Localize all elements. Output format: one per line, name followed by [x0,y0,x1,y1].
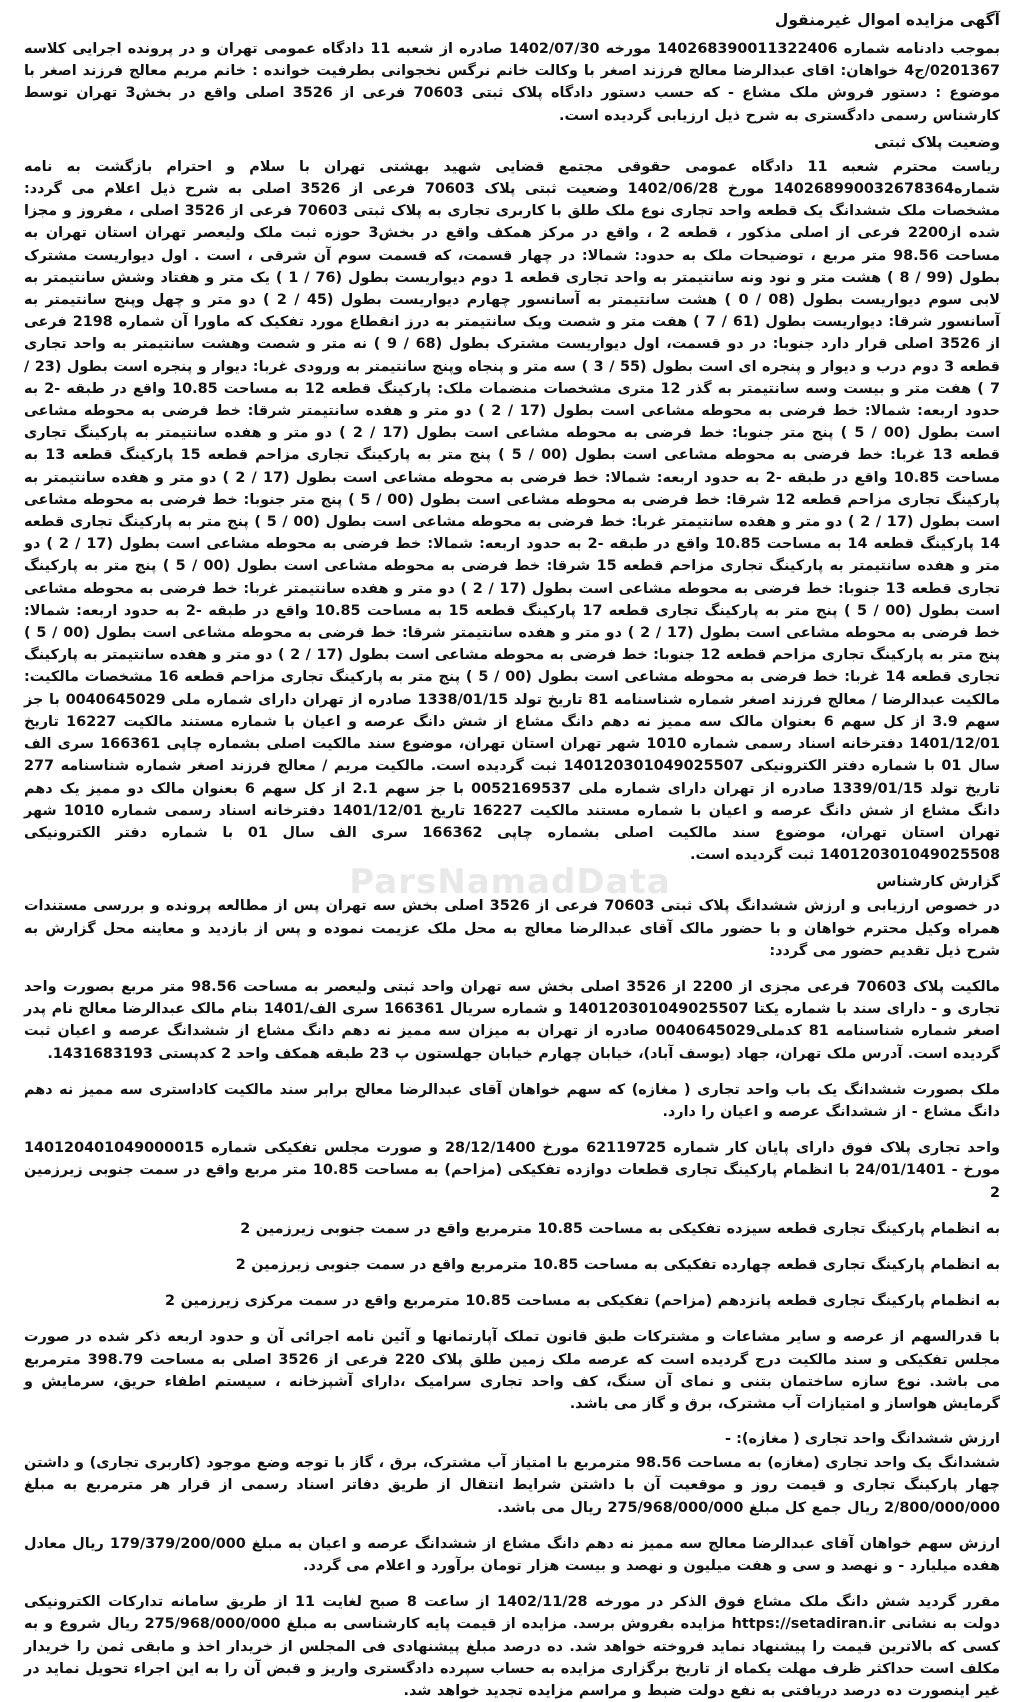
value-heading: ارزش ششدانگ واحد تجاری ( مغازه): - [725,1431,1000,1448]
ad-title: آگهی مزایده اموال غیرمنقول [774,11,1000,29]
expert-paragraph-7: به انظمام پارکینگ تجاری قطعه پانزدهم (مزاحم) تفکیکی به مساحت 10.85 مترمربع واقع در سمت مرکزی زیرزمین 2 [165,1293,1000,1310]
expert-paragraph-3: ملک بصورت ششدانگ یک باب واحد تجاری ( مغازه) که سهم خواهان آقای عبدالرضا معالج برابر سند مالکیت کاداستری سه ممیز نه دهم دانگ مشاع - از ششدانگ عرصه و اعیان را دارد. [24,1081,1000,1120]
expert-paragraph-1: در خصوص ارزیابی و ارزش ششدانگ پلاک ثبتی 70603 فرعی از 3526 اصلی بخش سه تهران پس از مطالعه پرونده و بررسی مستندات همراه وکیل محترم خواهان و با حضور مالک آقای عبدالرضا معالج به محل ملک عزیمت نموده و پس از بازدید و معاینه محل گزارش به شرح ذیل تقدیم حضور می گردد: [24,898,1000,959]
value-paragraph-1: ششدانگ یک واحد تجاری (مغازه) به مساحت 98.56 مترمربع با امتیاز آب مشترک، برق ، گاز با توجه وضع موجود (کاربری تجاری) و داشتن چهار پارکینگ تجاری و قیمت روز و موقعیت آن با داشتن شرایط انتقال از طریق دفاتر اسناد رسمی از قرار هر مترمربع به مبلغ 2/800/000/000 ریال جمع کل مبلغ 275/968/000/000 ریال می باشد. [24,1455,1000,1516]
registry-heading: وضعیت پلاک ثبتی [874,134,1000,151]
expert-paragraph-4: واحد تجاری پلاک فوق دارای پایان کار شماره 62119725 مورخ 28/12/1400 و صورت مجلس تفکیکی شماره 140120401049000015 مورخ - 24/01/1401 با انظمام پارکینگ تجاری قطعات دوازده تفکیکی (مزاحم) به مساحت 10.85 متر مربع واقع در سمت جنوبی زیرزمین 2 [24,1140,1000,1201]
watermark-logo: ParsNamadData [349,862,671,902]
registry-paragraph: ریاست محترم شعبه 11 دادگاه عمومی حقوقی مجتمع قضایی شهید بهشتی تهران با سلام و احترام بازگشت به نامه شماره140268990032678364 مورخ 1402/06/28 وضعیت ثبتی پلاک 70603 فرعی از 3526 اصلی به شرح ذیل اعلام می گردد: مشخصات ملک ششدانگ یک قطعه واحد تجاری نوع ملک طلق با کاربری تجاری به پلاک ثبتی 70603 فرعی از 3526 اصلی ، مفروز و مجزا شده از2200 فرعی از اصلی مذکور ، قطعه 2 ، واقع در مرکز همکف واقع در بخش3 حوزه ثبت ملک ولیعصر تهران استان تهران به مساحت 98.56 متر مربع ، توضیحات ملک به حدود: شمالا: در چهار قسمت، که قسمت سوم آن شرقی ، است . اول دیواریست مشترک بطول (99 / 8 ) هشت متر و نود ونه سانتیمتر به واحد تجاری قطعه 1 دوم دیواریست بطول (76 / 1 ) یک متر و هفتاد وشش سانتیمتر به لابی سوم دیواریست بطول (08 / 0 ) هشت سانتیمتر به آسانسور چهارم دیواریست بطول (45 / 2 ) دو متر و چهل وپنج سانتیمتر به آسانسور شرقا: دیواریست بطول (61 / 7 ) هفت متر و شصت ویک سانتیمتر به درز انقطاع مورد تفکیک که ماورا آن شماره 2198 فرعی از 3526 اصلی قرار دارد جنوبا: در دو قسمت، اول دیواریست مشترک بطول (68 / 9 ) نه متر و شصت وهشت سانتیمتر به واحد تجاری قطعه 3 دوم درب و دیوار و پنجره ای است بطول (55 / 3 ) سه متر و پنجاه وپنج سانتیمتر به ورودی غربا: دیوار و پنجره است بطول (23 / 7 ) هفت متر و بیست وسه سانتیمتر به گذر 12 متری مشخصات منضمات ملک: پارکینگ قطعه 12 به مساحت 10.85 واقع در طبقه -2 به حدود اربعه: شمالا: خط فرضی به محوطه مشاعی است بطول (17 / 2 ) دو متر و هفده سانتیمتر شرقا: خط فرضی به محوطه مشاعی است بطول (00 / 5 ) پنج متر جنوبا: خط فرضی به محوطه مشاعی است بطول (17 / 2 ) دو متر و هفده سانتیمتر به پارکینگ تجاری قطعه 13 غربا: خط فرضی به محوطه مشاعی است بطول (00 / 5 ) پنج متر به پارکینگ تجاری مزاحم قطعه 15 پارکینگ قطعه 13 به مساحت 10.85 واقع در طبقه -2 به حدود اربعه: شمالا: خط فرضی به محوطه مشاعی است بطول (17 / 2 ) دو متر و هفده سانتیمتر به پارکینگ تجاری مزاحم قطعه 12 شرقا: خط فرضی به محوطه مشاعی است بطول (00 / 5 ) پنج متر جنوبا: خط فرضی به محوطه مشاعی است بطول (17 / 2 ) دو متر و هفده سانتیمتر غربا: خط فرضی به محوطه مشاعی است بطول (00 / 5 ) پنج متر به پارکینگ تجاری قطعه 14 پارکینگ قطعه 14 به مساحت 10.85 واقع در طبقه -2 به حدود اربعه: شمالا: خط فرضی به محوطه مشاعی است بطول (17 / 2 ) دو متر و هفده سانتیمتر به پارکینگ تجاری مزاحم قطعه 15 شرقا: خط فرضی به محوطه مشاعی است بطول (00 / 5 ) پنج متر به پارکینگ تجاری قطعه 13 جنوبا: خط فرضی به محوطه مشاعی است بطول (17 / 2 ) دو متر و هفده سانتیمتر غربا: خط فرضی به محوطه مشاعی است بطول (00 / 5 ) پنج متر به پارکینگ تجاری قطعه 17 پارکینگ قطعه 15 به مساحت 10.85 واقع در طبقه -2 به حدود اربعه: شمالا: خط فرضی به محوطه مشاعی است بطول (17 / 2 ) دو متر و هفده سانتیمتر شرقا: خط فرضی به محوطه مشاعی است بطول (00 / 5 ) پنج متر به پارکینگ تجاری مزاحم قطعه 12 جنوبا: خط فرضی به محوطه مشاعی است بطول (17 / 2 ) دو متر و هفده سانتیمتر به پارکینگ تجاری قطعه 14 غربا: خط فرضی به محوطه مشاعی است بطول (00 / 5 ) پنج متر به پارکینگ تجاری مزاحم قطعه 16 مشخصات مالکیت: مالکیت عبدالرضا / معالج فرزند اصغر شماره شناسنامه 81 تاریخ تولد 1338/01/15 صادره از تهران دارای شماره ملی 0040645029 با جز سهم 3.9 از کل سهم 6 بعنوان مالک سه ممیز نه دهم دانگ مشاع از شش دانگ عرصه و اعیان با شماره مستند مالکیت 16227 تاریخ 1401/12/01 دفترخانه اسناد رسمی شماره 1010 شهر تهران استان تهران، موضوع سند مالکیت اصلی بشماره چاپی 166361 سری الف سال 01 با شماره دفتر الکترونیکی 140120301049025507 ثبت گردیده است. مالکیت مریم / معالج فرزند اصغر شماره شناسنامه 277 تاریخ تولد 1339/01/15 صادره از تهران دارای شماره ملی 0052169537 با جز سهم 2.1 از کل سهم 6 بعنوان مالک دو ممیز یک دهم دانگ مشاع از شش دانگ عرصه و اعیان با شماره مستند مالکیت 16227 تاریخ 1401/12/01 دفترخانه اسناد رسمی شماره 1010 شهر تهران استان تهران، موضوع سند مالکیت اصلی بشماره چاپی 166362 سری الف سال 01 با شماره دفتر الکترونیکی 140120301049025508 ثبت گردیده است. [24,158,1001,864]
intro-paragraph: بموجب دادنامه شماره 140268390011322406 مورخه 1402/07/30 صادره از شعبه 11 دادگاه عمومی تهران و در پرونده اجرایی کلاسه 0201367/ج4 خواهان: اقای عبدالرضا معالج فرزند اصغر با وکالت خانم نرگس نخجوانی بطرفیت خوانده : خانم مریم معالج فرزند اصغر با موضوع : دستور فروش ملک مشاع - که حسب دستور دادگاه پلاک ثبتی 70603 فرعی از 3526 اصلی واقع در بخش3 تهران توسط کارشناس رسمی دادگستری به شرح ذیل ارزیابی گردیده است. [24,41,1001,124]
expert-paragraph-6: به انظمام پارکینگ تجاری قطعه چهارده تفکیکی به مساحت 10.85 مترمربع واقع در سمت جنوبی زیرزمین 2 [235,1256,1000,1273]
expert-paragraph-2: مالکیت پلاک 70603 فرعی مجزی از 2200 از 3526 اصلی بخش سه تهران واحد ثبتی ولیعصر به مساحت 98.56 متر مربع بصورت واحد تجاری و - دارای سند با شماره یکتا 140120301049025507 و شماره سریال 166361 سری الف/1401 بنام مالک عبدالرضا معالج نام پدر اصغر شماره شناسنامه 81 کدملی0040645029 صادره از تهران به میزان سه ممیز نه دهم دانگ مشاع از ششدانگ عرصه و اعیان ثبت گردیده است. آدرس ملک تهران، جهاد (یوسف آباد)، خیابان چهارم خیابان جهلستون پ 23 طبقه همکف واحد 2 کدپستی 1431683193. [24,978,1001,1062]
expert-paragraph-8: با قدرالسهم از عرصه و سایر مشاعات و مشترکات طبق قانون تملک آپارتمانها و آئین نامه اجرائی آن و حدود اربعه ذکر شده در صورت مجلس تفکیکی و سند مالکیت درج گردیده است که عرصه ملک زمین طلق پلاک 220 فرعی از 3526 اصلی به مساحت 398.79 مترمربع می باشد. نوع سازه ساختمان بتنی و نمای آن سنگ، کف واحد تجاری سرامیک ،دارای آشپزخانه ، سیستم اطفاء حریق، سرمایش و گرمایش هواساز و امتیازات آب مشترک، برق و گاز می باشد. [24,1329,1001,1412]
value-paragraph-2: ارزش سهم خواهان آقای عبدالرضا معالج سه ممیز نه دهم دانگ مشاع از ششدانگ عرصه و اعیان به مبلغ 179/379/200/000 ریال معادل هفده میلیارد - و نهصد و سی و هفت میلیون و نهصد و بیست هزار تومان برآورد و اعلام می گردد. [24,1535,1001,1574]
expert-paragraph-5: به انظمام پارکینگ تجاری قطعه سیزده تفکیکی به مساحت 10.85 مترمربع واقع در سمت جنوبی زیرزمین 2 [240,1220,1000,1237]
expert-heading: گزارش کارشناس [876,874,1000,891]
auction-terms-paragraph: مقرر گردید شش دانگ ملک مشاع فوق الذکر در مورخه 1402/11/28 از ساعت 8 صبح لغایت 11 از طریق سامانه تدارکات الکترونیکی دولت به نشانی https://setadiran.ir مزایده بفروش برسد. مزایده از قیمت پایه کارشناسی به مبلغ 275/968/000/000 ریال شروع و به کسی که بالاترین قیمت را پیشنهاد نماید فروخته خواهد شد. ده درصد مبلغ پیشنهادی فی المجلس از خریدار اخذ و مابقی ثمن را خریدار مکلف است حداکثر ظرف مهلت یکماه از تاریخ برگزاری مزایده به حساب سپرده دادگستری واریز و قبض آن را به این اجراء تحویل نماید در غیر اینصورت ده درصد دریافتی به نفع دولت ضبط و مراسم مزایده تجدید خواهد شد. [24,1594,1000,1699]
